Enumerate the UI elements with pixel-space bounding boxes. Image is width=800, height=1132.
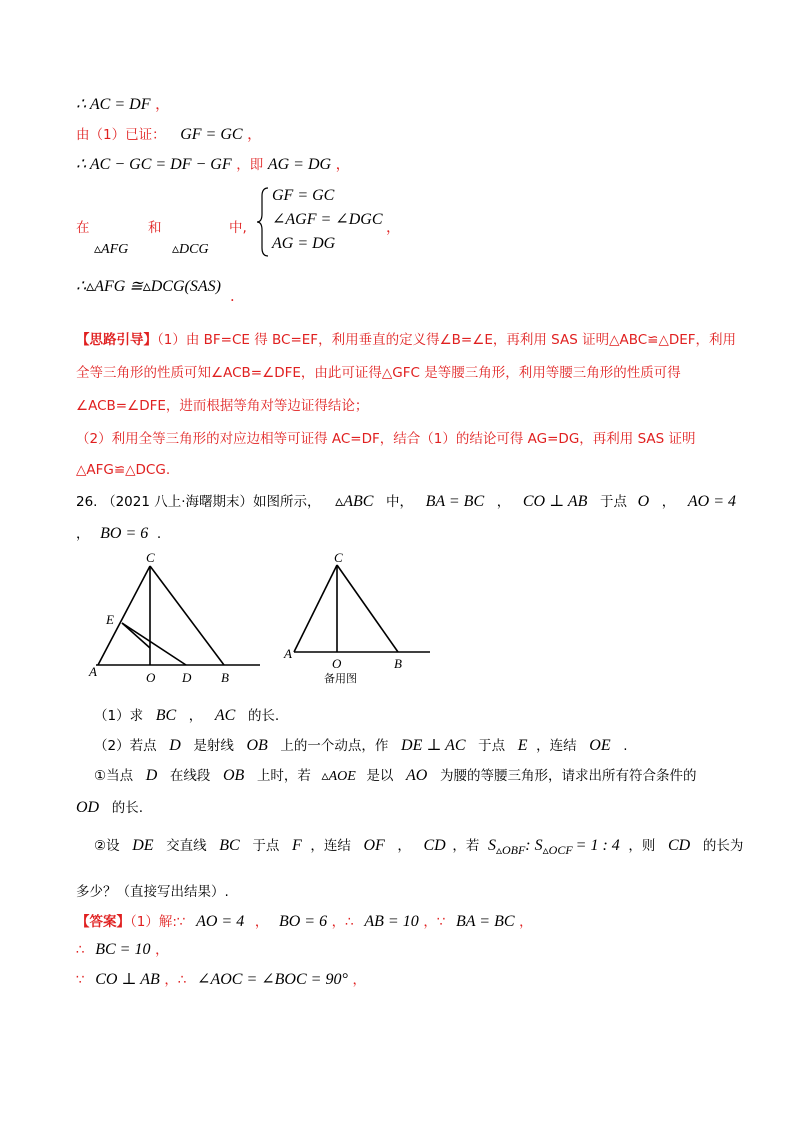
proof-and: 和 <box>148 220 162 236</box>
proof-text: ，即 <box>236 157 264 173</box>
label-a: A <box>89 664 97 679</box>
hint-label: 【思路引导】 <box>76 332 157 348</box>
label-c: C <box>334 550 343 565</box>
math-area-ratio: $S_{▵OBF}$: $S_{▵OCF} = 1$ : 4 <box>487 837 620 858</box>
subquestion-1: ①当点 D 在线段 OB 上时，若 ▵AOE 是以 AO 为腰的等腰三角形，请求出所有符合条件的 <box>94 767 697 784</box>
proof-in: 在 <box>76 220 90 236</box>
figure-main <box>86 548 266 688</box>
proof-line-3 <box>76 155 350 175</box>
punct: ， <box>335 157 351 173</box>
hint-section <box>76 330 736 350</box>
label-b: B <box>221 670 229 685</box>
punct: ， <box>386 220 401 236</box>
proof-text: 由（1）已证： <box>76 127 166 143</box>
label-b: B <box>394 656 402 671</box>
answer-line-3: ∵ CO ⊥ AB ，∴ ∠AOC = ∠BOC = 90° ， <box>76 971 366 988</box>
label-a: A <box>284 646 292 661</box>
label-e: E <box>106 612 114 627</box>
label-d: D <box>182 670 192 685</box>
answer-line-2: ∴ BC = 10 ， <box>76 941 169 958</box>
left-brace <box>256 186 270 258</box>
subquestion-2: ②设 DE 交直线 BC 于点 F ，连结 OF ， CD ，若 $S_{▵OBF}$: $S_{▵OCF} = 1$ : 4 ，则 CD 的长为 <box>94 837 744 858</box>
answer-label: 【答案】 <box>76 914 130 930</box>
math-congruence: ∴▵AFG ≅▵DCG(SAS) <box>76 278 221 295</box>
problem-source: （2021 八上·海曙期末）如图所示， <box>102 494 321 510</box>
hint-text-3: ∠ACB=∠DFE，进而根据等角对等边证得结论； <box>76 398 369 414</box>
proof-middle: 中, <box>229 220 247 236</box>
math-ag-eq-dg: AG = DG <box>267 156 332 173</box>
math-ao-eq-4: AO = 4 <box>687 493 736 510</box>
text-zhong: 中， <box>386 494 414 510</box>
math-gf-eq-gc: GF = GC <box>180 126 243 143</box>
label-o: O <box>146 670 156 685</box>
proof-line-1 <box>76 95 170 115</box>
problem-statement-line-1: 26. （2021 八上·海曙期末）如图所示， ▵ABC 中， BA = BC ， CO ⊥ AB 于点 O ， AO = 4 <box>76 493 736 510</box>
math-tri-afg: ▵AFG <box>94 242 129 257</box>
math-tri-dcg: ▵DCG <box>172 242 209 257</box>
subquestion-1-cont: OD 的长. <box>76 799 144 816</box>
system-eq-1: GF = GC <box>272 187 335 204</box>
subquestion-2-cont: 多少？（直接写出结果）. <box>76 884 229 900</box>
math-bo-eq-6: BO = 6 <box>100 525 149 542</box>
figure-caption: 备用图 <box>324 672 357 685</box>
hint-text-1: （1）由 BF=CE 得 BC=EF，利用垂直的定义得∠B=∠E，再利用 SAS 证明△ABC≌△DEF，利用 <box>157 332 737 348</box>
proof-conclusion <box>76 277 221 297</box>
hint-text-2: 全等三角形的性质可知∠ACB=∠DFE，由此可证得△GFC 是等腰三角形，利用等腰三角形的性质可得 <box>76 365 681 381</box>
label-c: C <box>146 550 155 565</box>
problem-statement-line-2: ， BO = 6 . <box>76 525 162 542</box>
punct: ， <box>247 127 262 143</box>
punct: ， <box>155 97 170 113</box>
system-eq-2: ∠AGF = ∠DGC <box>272 211 383 228</box>
math-tri-abc: ▵ABC <box>335 493 374 510</box>
label-o: O <box>332 656 342 671</box>
punct: . <box>230 289 235 305</box>
math-co-perp-ab: CO ⊥ AB <box>522 493 588 510</box>
figure-spare <box>280 548 440 688</box>
math-point-o: O <box>637 493 650 510</box>
question-2: （2）若点 D 是射线 OB 上的一个动点，作 DE ⊥ AC 于点 E ，连结 OE . <box>94 737 628 754</box>
problem-number: 26. <box>76 494 98 510</box>
answer-line-1: 【答案】（1）解:∵ AO = 4 ， BO = 6 ，∴ AB = 10 ，∵ BA = BC ， <box>76 913 533 930</box>
hint-text-5: △AFG≌△DCG. <box>76 462 171 478</box>
system-eq-3: AG = DG <box>272 235 336 252</box>
hint-text-4: （2）利用全等三角形的对应边相等可证得 AC=DF，结合（1）的结论可得 AG=DG，再利用 SAS 证明 <box>76 431 696 447</box>
math-ba-eq-bc: BA = BC <box>425 493 485 510</box>
proof-line-2 <box>76 125 262 145</box>
math-subtraction: ∴ AC − GC = DF − GF <box>76 156 232 173</box>
question-1: （1）求 BC ， AC 的长. <box>94 707 280 724</box>
math-ac-eq-df: ∴ AC = DF <box>76 96 151 113</box>
